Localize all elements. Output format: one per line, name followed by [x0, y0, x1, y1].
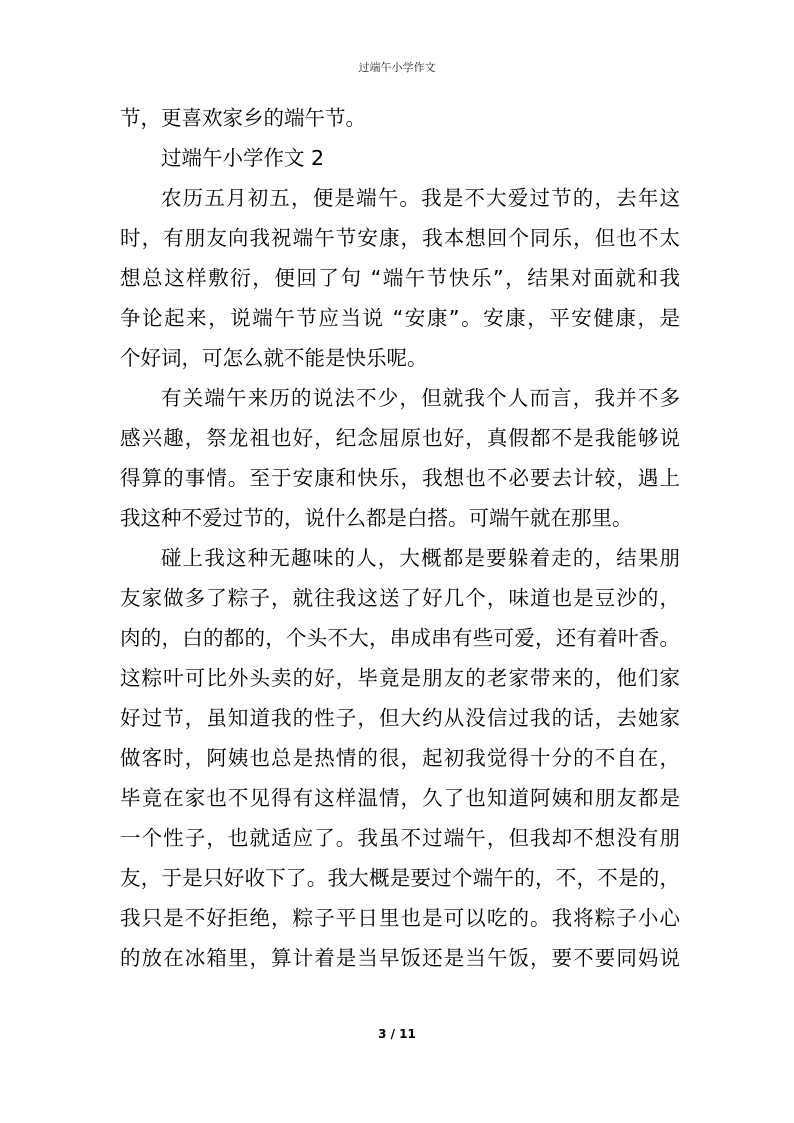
- text-line: 农历五月初五，便是端午。我是不大爱过节的，去年这: [161, 186, 680, 210]
- text-line: 这粽叶可比外头卖的好，毕竟是朋友的老家带来的，他们家: [120, 666, 680, 690]
- text-line: 个好词，可怎么就不能是快乐呢。: [120, 346, 428, 370]
- text-line: 得算的事情。至于安康和快乐，我想也不必要去计较，遇上: [120, 466, 680, 490]
- text-line: 我只是不好拒绝，粽子平日里也是可以吃的。我将粽子小心: [120, 906, 680, 930]
- text-line: 争论起来，说端午节应当说 “安康”。安康，平安健康，是: [120, 306, 680, 330]
- text-line: 毕竟在家也不见得有这样温情，久了也知道阿姨和朋友都是: [120, 786, 680, 810]
- text-line: 有关端午来历的说法不少，但就我个人而言，我并不多: [161, 386, 680, 410]
- text-line: 感兴趣，祭龙祖也好，纪念屈原也好，真假都不是我能够说: [120, 426, 680, 450]
- page-number: 3 / 11: [378, 1027, 416, 1041]
- text-line: 想总这样敷衍，便回了句 “端午节快乐”，结果对面就和我: [120, 266, 680, 290]
- text-line: 好过节，虽知道我的性子，但大约从没信过我的话，去她家: [120, 706, 680, 730]
- page-header: 过端午小学作文: [358, 61, 436, 74]
- text-line: 友，于是只好收下了。我大概是要过个端午的，不，不是的，: [120, 866, 680, 890]
- text-line: 碰上我这种无趣味的人，大概都是要躲着走的，结果朋: [161, 546, 680, 570]
- text-line: 友家做多了粽子，就往我这送了好几个，味道也是豆沙的，: [120, 586, 680, 610]
- text-line: 时，有朋友向我祝端午节安康，我本想回个同乐，但也不太: [120, 226, 680, 250]
- text-line: 一个性子，也就适应了。我虽不过端午，但我却不想没有朋: [120, 826, 680, 850]
- document-body: [120, 98, 680, 978]
- text-line: 节，更喜欢家乡的端午节。: [120, 106, 366, 130]
- text-line: 做客时，阿姨也总是热情的很，起初我觉得十分的不自在，: [120, 746, 680, 770]
- section-heading: 过端午小学作文 2: [161, 146, 325, 170]
- text-line: 的放在冰箱里，算计着是当早饭还是当午饭，要不要同妈说: [120, 946, 680, 970]
- text-line: 我这种不爱过节的，说什么都是白搭。可端午就在那里。: [120, 506, 633, 530]
- text-line: 肉的，白的都的，个头不大，串成串有些可爱，还有着叶香。: [120, 626, 680, 650]
